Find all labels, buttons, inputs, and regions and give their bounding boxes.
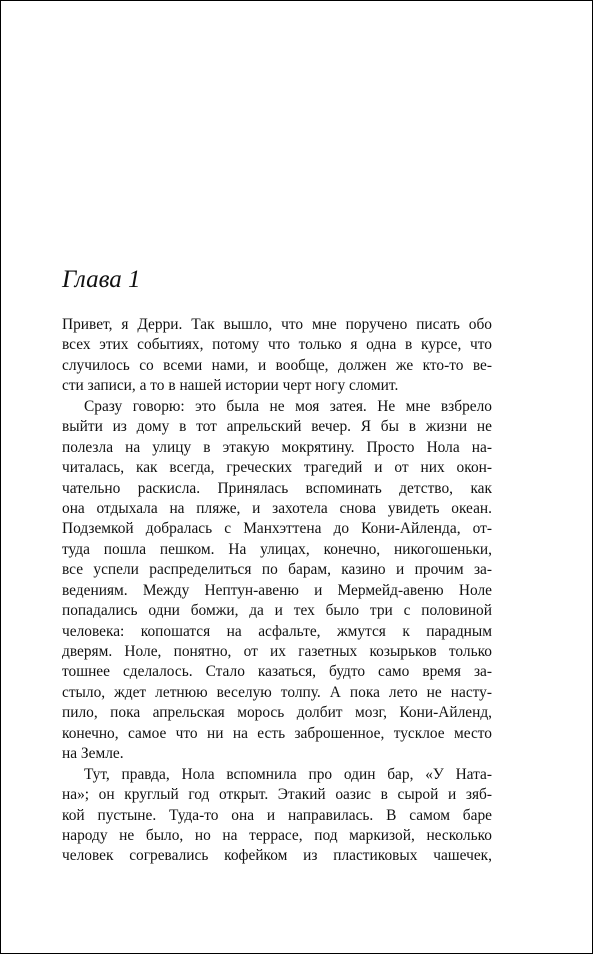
text-line: на Земле.: [62, 745, 124, 763]
text-line: читалась, как всегда, греческих трагедий и от них окон-: [62, 459, 492, 477]
text-line: тошнее сделалось. Стало казаться, будто само время за-: [62, 663, 492, 681]
text-line: стыло, ждет летнюю веселую толпу. А пока лето не насту-: [62, 683, 492, 701]
text-line: Тут, правда, Нола вспомнила про один бар, «У Ната-: [84, 765, 492, 783]
text-line: Привет, я Дерри. Так вышло, что мне поручено писать обо: [62, 316, 492, 333]
text-line: кой пустыне. Туда-то она и направилась. В самом баре: [62, 806, 492, 824]
text-line: конечно, самое что ни на есть заброшенное, тусклое место: [62, 724, 492, 742]
text-line: все успели распределиться по барам, казино и прочим за-: [62, 561, 492, 579]
text-line: сти записи, а то в нашей истории черт ногу сломит.: [62, 377, 399, 395]
text-line: случилось со всеми нами, и вообще, должен же кто-то ве-: [62, 356, 492, 374]
text-line: всех этих событиях, потому что только я одна в курсе, что: [62, 336, 492, 354]
text-line: пило, пока апрельская морось долбит мозг, Кони-Айленд,: [62, 704, 492, 722]
chapter-text: [62, 315, 492, 867]
text-line: Сразу говорю: это была не моя затея. Не мне взбрело: [84, 397, 492, 415]
text-line: на»; он круглый год открыт. Этакий оазис в сырой и зяб-: [62, 786, 492, 804]
text-line: Подземкой добралась с Манхэттена до Кони-Айленда, от-: [62, 520, 492, 538]
text-line: попадались одни бомжи, да и тех было три с половиной: [62, 602, 492, 620]
chapter-title: Глава 1: [62, 266, 141, 293]
text-line: человек согревались кофейком из пластиковых чашечек,: [62, 847, 492, 865]
text-line: выйти из дому в тот апрельский вечер. Я бы в жизни не: [62, 418, 492, 436]
text-line: полезла на улицу в этакую мокрятину. Просто Нола на-: [62, 438, 492, 456]
text-line: чательно раскисла. Принялась вспоминать детство, как: [62, 479, 492, 497]
text-line: туда пошла пешком. На улицах, конечно, никогошеньки,: [62, 540, 492, 558]
text-line: человека: копошатся на асфальте, жмутся к парадным: [62, 622, 492, 640]
text-line: она отдыхала на пляже, и захотела снова увидеть океан.: [62, 499, 492, 517]
text-line: народу не было, но на террасе, под маркизой, несколько: [62, 826, 492, 844]
text-line: ведениям. Между Нептун-авеню и Мермейд-авеню Ноле: [62, 581, 492, 599]
text-line: дверям. Ноле, понятно, от их газетных козырьков только: [62, 643, 492, 660]
